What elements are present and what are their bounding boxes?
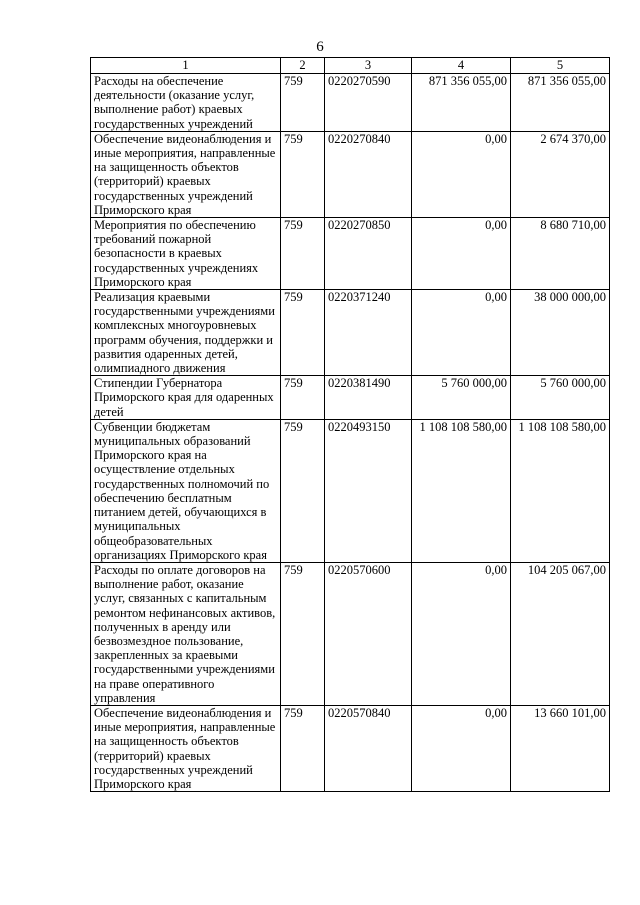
table-row — [91, 74, 610, 132]
row-code: 759 — [281, 131, 325, 217]
row-name: Обеспечение видеонаблюдения и иные мероприятия, направленные на защищенность объектов (территорий) краевых государственных учреждений Приморского края — [91, 131, 281, 217]
row-amount-col4: 0,00 — [412, 290, 511, 376]
table-row — [91, 131, 610, 217]
row-item: 0220570600 — [325, 562, 412, 705]
row-amount-col5: 38 000 000,00 — [511, 290, 610, 376]
row-amount-col4: 1 108 108 580,00 — [412, 419, 511, 562]
row-name: Стипендии Губернатора Приморского края для одаренных детей — [91, 376, 281, 420]
row-amount-col4: 0,00 — [412, 705, 511, 791]
table-row — [91, 290, 610, 376]
table-header — [91, 58, 610, 74]
page-number: 6 — [316, 39, 324, 55]
row-code: 759 — [281, 419, 325, 562]
row-amount-col5: 13 660 101,00 — [511, 705, 610, 791]
header-col-3: 3 — [325, 58, 412, 74]
row-name: Обеспечение видеонаблюдения и иные мероприятия, направленные на защищенность объектов (территорий) краевых государственных учреждений Приморского края — [91, 705, 281, 791]
budget-table — [90, 57, 610, 792]
row-name: Реализация краевыми государственными учреждениями комплексных многоуровневых программ обучения, поддержки и развития одаренных детей, олимпиадного движения — [91, 290, 281, 376]
row-name: Мероприятия по обеспечению требований пожарной безопасности в краевых государственных учреждениях Приморского края — [91, 218, 281, 290]
header-col-1: 1 — [91, 58, 281, 74]
header-col-4: 4 — [412, 58, 511, 74]
row-amount-col4: 5 760 000,00 — [412, 376, 511, 420]
row-code: 759 — [281, 218, 325, 290]
row-code: 759 — [281, 376, 325, 420]
row-code: 759 — [281, 290, 325, 376]
row-amount-col4: 871 356 055,00 — [412, 74, 511, 132]
table-row — [91, 562, 610, 705]
row-amount-col4: 0,00 — [412, 562, 511, 705]
row-amount-col5: 2 674 370,00 — [511, 131, 610, 217]
row-amount-col4: 0,00 — [412, 131, 511, 217]
row-item: 0220493150 — [325, 419, 412, 562]
row-code: 759 — [281, 74, 325, 132]
row-item: 0220270850 — [325, 218, 412, 290]
row-amount-col5: 1 108 108 580,00 — [511, 419, 610, 562]
row-amount-col5: 5 760 000,00 — [511, 376, 610, 420]
row-amount-col5: 8 680 710,00 — [511, 218, 610, 290]
row-name: Субвенции бюджетам муниципальных образований Приморского края на осуществление отдельных государственных полномочий по обеспечению бесплатным питанием детей, обучающихся в муниципальных общеобразовательных организациях Приморского края — [91, 419, 281, 562]
row-amount-col4: 0,00 — [412, 218, 511, 290]
table-row — [91, 376, 610, 420]
row-code: 759 — [281, 705, 325, 791]
row-item: 0220570840 — [325, 705, 412, 791]
row-name: Расходы на обеспечение деятельности (оказание услуг, выполнение работ) краевых государственных учреждений — [91, 74, 281, 132]
table-body — [91, 74, 610, 792]
header-col-2: 2 — [281, 58, 325, 74]
table-row — [91, 419, 610, 562]
row-item: 0220371240 — [325, 290, 412, 376]
row-item: 0220270590 — [325, 74, 412, 132]
header-row — [91, 58, 610, 74]
row-item: 0220270840 — [325, 131, 412, 217]
row-amount-col5: 104 205 067,00 — [511, 562, 610, 705]
header-col-5: 5 — [511, 58, 610, 74]
table-row — [91, 218, 610, 290]
row-amount-col5: 871 356 055,00 — [511, 74, 610, 132]
row-name: Расходы по оплате договоров на выполнение работ, оказание услуг, связанных с капитальным ремонтом нефинансовых активов, полученных в аренду или безвозмездное пользование, закрепленных за краевыми государственными учреждениями на праве оперативного управления — [91, 562, 281, 705]
row-code: 759 — [281, 562, 325, 705]
row-item: 0220381490 — [325, 376, 412, 420]
table-row — [91, 705, 610, 791]
